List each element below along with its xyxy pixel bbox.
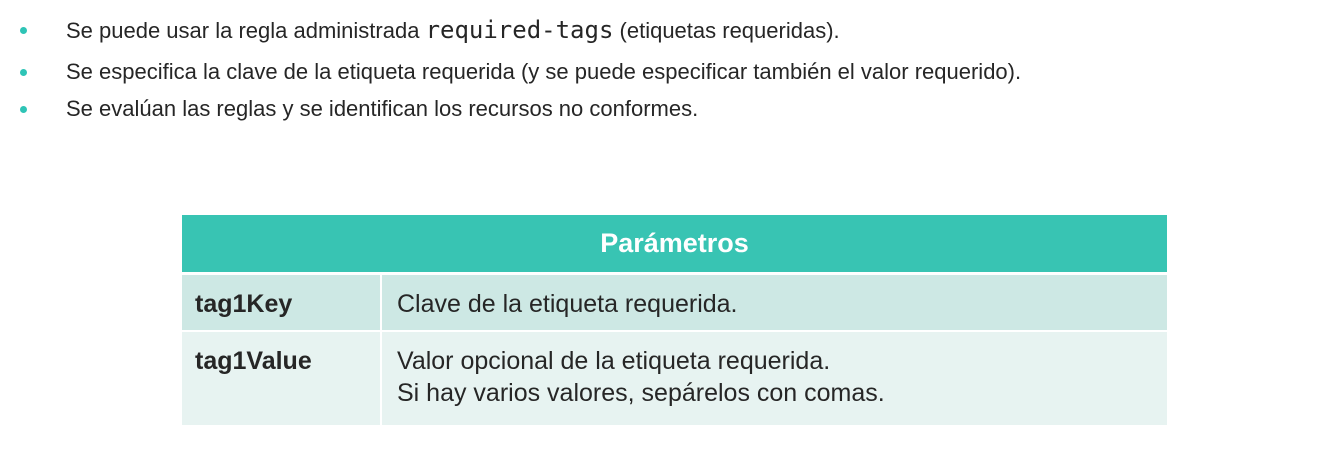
bullet-item-managed-rule <box>0 10 1300 50</box>
param-description-line: Clave de la etiqueta requerida. <box>397 290 738 318</box>
parameters-table <box>182 215 1167 425</box>
table-row-tag1value <box>182 331 1167 425</box>
param-key: tag1Value <box>182 331 381 425</box>
bullet-dot <box>20 106 27 113</box>
rule-name-code: required-tags <box>425 16 614 44</box>
param-key: tag1Key <box>182 274 381 331</box>
bullet-text-before: Se puede usar la regla administrada <box>66 18 426 43</box>
bullet-item-specify-key <box>0 52 1300 92</box>
param-description <box>381 274 1167 331</box>
param-description <box>381 331 1167 425</box>
bullet-text: Se especifica la clave de la etiqueta requerida (y se puede especificar también el valor requerido). <box>66 59 1022 84</box>
bullet-text-after: (etiquetas requeridas). <box>613 18 840 43</box>
table-header-row <box>182 215 1167 274</box>
param-description-line: Valor opcional de la etiqueta requerida. <box>397 346 831 375</box>
table-header: Parámetros <box>182 215 1167 274</box>
table-row-tag1key <box>182 274 1167 331</box>
bullet-item-evaluate <box>0 89 1300 129</box>
bullet-dot <box>20 27 27 34</box>
bullet-dot <box>20 69 27 76</box>
param-description-line: Si hay varios valores, sepárelos con comas. <box>397 378 885 407</box>
bullet-text: Se evalúan las reglas y se identifican los recursos no conformes. <box>66 96 699 121</box>
bullet-text <box>66 10 840 51</box>
